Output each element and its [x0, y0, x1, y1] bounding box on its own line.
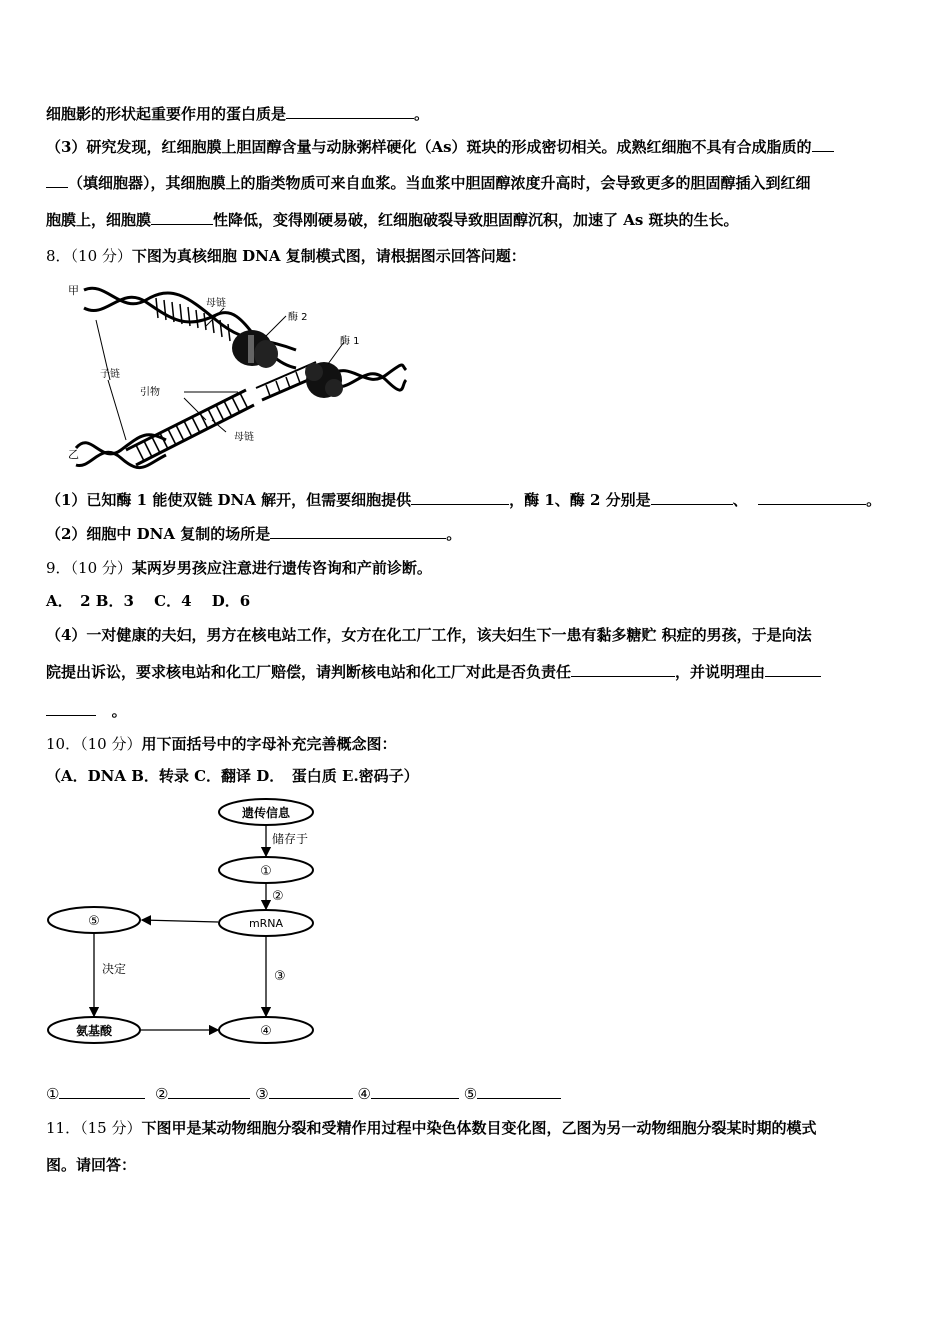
label-primer: 引物 [140, 387, 160, 398]
q8-2-text: （2）细胞中 DNA 复制的场所是 [46, 525, 271, 543]
label-mrna: mRNA [248, 917, 284, 930]
q10-options: （A．DNA B．转录 C．翻译 D． 蛋白质 E.密码子） [46, 767, 419, 785]
answer-blank[interactable] [651, 490, 733, 505]
label-node-3: ③ [274, 969, 286, 984]
q9-4-text: 院提出诉讼，要求核电站和化工厂赔偿，请判断核电站和化工厂对此是否负责任 [46, 663, 572, 681]
answer-blank-2[interactable] [168, 1084, 250, 1099]
answer-blank[interactable] [151, 210, 213, 225]
q8-1-text: （1）已知酶 1 能使双链 DNA 解开，但需要细胞提供 [46, 491, 412, 509]
q7-3-text: （3）研究发现，红细胞膜上胆固醇含量与动脉粥样硬化（As）斑块的形成密切相关。成熟红细胞不具有合成脂质的 [46, 138, 812, 156]
answer-blank[interactable] [270, 524, 446, 539]
answer-blank[interactable] [812, 137, 834, 152]
answer-blank-1[interactable] [59, 1084, 145, 1099]
answer-blank[interactable] [46, 701, 96, 716]
question-number: 10． [46, 735, 81, 753]
answer-blank[interactable] [758, 490, 866, 505]
question-number: 8． [46, 247, 71, 265]
q7-3-line1 [46, 137, 834, 157]
label-node-5: ⑤ [88, 914, 100, 929]
answer-label-1: ① [46, 1085, 60, 1103]
period: 。 [446, 525, 462, 543]
period: 。 [414, 105, 430, 123]
question-score: （10 分） [70, 247, 132, 265]
label-amino-acid: 氨基酸 [75, 1024, 113, 1038]
q7-3-text: 性降低，变得刚硬易破，红细胞破裂导致胆固醇沉积，加速了 As 斑块的生长。 [213, 211, 739, 229]
q7-text: 细胞影的形状起重要作用的蛋白质是 [46, 105, 287, 123]
q8-1-text: ，酶 1、酶 2 分别是 [509, 491, 651, 509]
label-node-2: ② [272, 889, 284, 904]
q7-3-text: 胞膜上，细胞膜 [46, 211, 152, 229]
answer-blank[interactable] [286, 104, 414, 119]
label-stored-in: 储存于 [272, 832, 309, 846]
answer-blank-4[interactable] [371, 1084, 459, 1099]
answer-blank[interactable] [571, 662, 675, 677]
q9-4-text: ，并说明理由 [675, 663, 766, 681]
label-jia: 甲 [68, 284, 79, 297]
answer-label-3: ③ [255, 1085, 269, 1103]
question-number: 11． [46, 1119, 81, 1137]
label-node-4: ④ [260, 1024, 272, 1039]
q11-line2: 图。请回答： [46, 1156, 137, 1174]
label-genetic-info: 遗传信息 [241, 806, 291, 820]
question-text: 下图为真核细胞 DNA 复制模式图，请根据图示回答问题： [131, 247, 526, 265]
answer-label-5: ⑤ [463, 1085, 478, 1103]
q10-answers [46, 1084, 561, 1104]
q9-4-line2 [46, 662, 821, 682]
period: 。 [866, 491, 882, 509]
q8-1 [46, 490, 881, 510]
answer-blank[interactable] [411, 490, 509, 505]
q9-4-line3 [46, 701, 127, 721]
concept-map-figure [46, 795, 336, 1055]
answer-label-4: ④ [357, 1085, 371, 1103]
q7-3-text: （填细胞器），其细胞膜上的脂类物质可来自血浆。当血浆中胆固醇浓度升高时，会导致更多的胆固醇插入到红细 [68, 174, 811, 192]
answer-label-2: ② [155, 1085, 169, 1103]
question-text: 某两岁男孩应注意进行遗传咨询和产前诊断。 [131, 559, 432, 577]
question-score: （10 分） [70, 559, 132, 577]
period: 。 [111, 702, 127, 720]
q7-3-line2 [46, 173, 811, 193]
q10-header [46, 734, 396, 754]
q8-header [46, 246, 526, 266]
enzyme-2-shape [232, 330, 278, 368]
answer-blank[interactable] [765, 662, 821, 677]
question-number: 9． [46, 559, 71, 577]
q8-1-text: 、 [732, 491, 748, 509]
question-text: 用下面括号中的字母补充完善概念图： [141, 735, 397, 753]
question-score: （10 分） [80, 735, 142, 753]
label-decide: 决定 [102, 962, 127, 976]
answer-blank-5[interactable] [477, 1084, 561, 1099]
q9-header [46, 558, 432, 578]
label-parent-strand-bottom: 母链 [234, 432, 254, 443]
q7-line1 [46, 104, 429, 124]
q9-4-line1: （4）一对健康的夫妇，男方在核电站工作，女方在化工厂工作，该夫妇生下一患有黏多糖贮 积症的男孩，于是向法 [46, 626, 812, 644]
label-enzyme-2: 酶 2 [288, 312, 308, 323]
q7-3-line3 [46, 210, 739, 230]
dna-replication-figure [66, 280, 416, 475]
label-enzyme-1: 酶 1 [340, 336, 360, 347]
label-daughter-strand: 子链 [100, 369, 120, 380]
question-score: （15 分） [80, 1119, 142, 1137]
label-yi: 乙 [68, 448, 79, 461]
label-parent-strand-top: 母链 [206, 298, 226, 309]
enzyme-1-shape [305, 362, 343, 398]
q11-header [46, 1118, 816, 1138]
answer-blank[interactable] [46, 173, 68, 188]
q8-2 [46, 524, 461, 544]
q9-options: A． 2 B．3 C．4 D．6 [46, 592, 251, 610]
question-text: 下图甲是某动物细胞分裂和受精作用过程中染色体数目变化图，乙图为另一动物细胞分裂某时期的模式 [141, 1119, 817, 1137]
answer-blank-3[interactable] [269, 1084, 353, 1099]
label-node-1: ① [260, 864, 272, 879]
